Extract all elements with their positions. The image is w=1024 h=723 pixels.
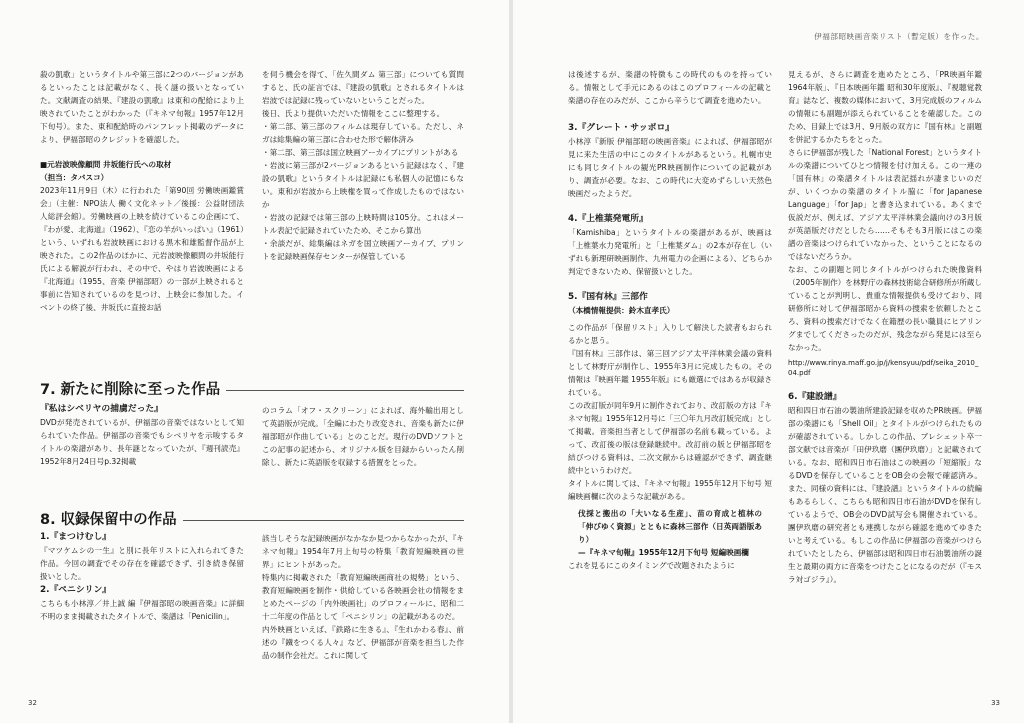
subheading: 3.『グレート・サッポロ』	[568, 123, 675, 133]
paragraph: 昭和四日市石油の製油所建設記録を収めたPR映画。伊福部の楽譜にも「Shell Oil」とタイトルがつけられたものが確認されている。しかしこの作品、ブレシェット卒一部文献では音楽が「田伊玖磨（團伊玖磨）」と記載されている。なお、昭和四日市石油はこの映画の「短縮版」なるDVDを保存していることをOB会の会報で確認済み。また、同様の資料には、『建設譜』というタイトルの続編もあるらしく、こちらも昭和四日市石油がDVDを保有しているようで、OB会のDVD試写会も開催されている。團伊玖磨の研究者とも連携しながら確認を進めてゆきたいと考えている。もしこの作品に伊福部の音楽がつけられていたとしたら、伊福部は昭和四日市石油製油所の誕生と最期の両方に音楽をつけたことになるのだが（『モスラ対ゴジラ』）。	[788, 406, 982, 584]
interview-heading: ■元岩波映像顧問 井坂能行氏への取材	[40, 160, 172, 169]
divider	[226, 390, 464, 391]
section-8-heading	[40, 508, 464, 529]
running-header: 伊福部昭映画音楽リスト（暫定版）を作った。	[814, 32, 984, 41]
paragraph: こちらも小林淳／井上誠 編『伊福部昭の映画音楽』に詳細不明のまま掲載されたタイトルで、楽譜は「Penicilin」。	[40, 599, 244, 621]
divider	[183, 520, 464, 521]
paragraph: を伺う機会を得て、「佐久間ダム 第三部」についても質問すると、氏の証言では、『建設の凱歌』とされるタイトルは岩波では記録に残っていないということだった。	[262, 70, 464, 105]
paragraph: この作品が「保留リスト」入りして解決した読者もおられるかと思う。	[568, 323, 772, 345]
sec8-subheading: 1.『まつけむし』	[40, 532, 112, 542]
paragraph: 『国有林』三部作は、第三回アジア太平洋林業会議の資料として林野庁が制作し、1955年3月に完成したもの。その情報は『映画年鑑 1955年版』にも厳選にではあるが収録されている。	[568, 349, 772, 397]
section-7-heading	[40, 378, 464, 399]
list-item: ・第二部、第三部は国立映画アーカイブにプリントがある	[262, 148, 459, 157]
interview-sub: （担当：タバスコ）	[40, 173, 109, 182]
left-col1	[40, 68, 244, 314]
paragraph: 「Kamishiba」というタイトルの楽譜があるが、映画は「上椎葉水力発電所」と「上椎葉ダム」の2本が存在し（いずれも新理研映画制作、九州電力の企画による）、どちらか判定できないため、保留扱いとした。	[568, 228, 772, 276]
section-7-title: 7. 新たに削除に至った作品	[40, 382, 221, 398]
paragraph: タイトルに関しては、『キネマ旬報』1955年12月下旬号 短編映画欄に次のような記載がある。	[568, 479, 772, 501]
paragraph: 内外映画といえば、『鉄路に生きる』、『生れかわる春』、前述の『鐵をつくる人々』など、伊福部が音楽を担当した作品の制作会社だ。これに関して	[262, 625, 464, 660]
paragraph: 小林淳『新版 伊福部昭の映画音楽』によれば、伊福部昭が見に来た生活の中にこのタイトルがあるという。札幌市史にも同じタイトルの観光PR映画制作についての記載があり、調査が必要。なお、この時代に大変めずらしい天然色映画だったようだ。	[568, 137, 772, 198]
subheading-credit: （本橋情報提供：鈴木直孝氏）	[568, 306, 675, 315]
left-page	[0, 0, 509, 723]
sec8-col1	[40, 530, 244, 623]
right-page	[513, 0, 1024, 723]
sec8-col2	[262, 532, 464, 662]
sec7-col2	[262, 404, 464, 469]
list-item: ・余談だが、総集編はネガを国立映画アーカイブ、プリントを記録映画保存センターが保管している	[262, 239, 464, 261]
subheading: 5.『国有林』三部作	[568, 292, 648, 302]
list-item: ・岩波の記録では第三部の上映時間は105分。これはメートル表記で記録されていたため、そこから算出	[262, 213, 464, 235]
sec7-col1	[40, 402, 244, 468]
reference-url: http://www.rinya.maff.go.jp/j/kensyuu/pdf/seika_2010_04.pdf	[788, 359, 979, 377]
sec7-subheading: 『私はシベリヤの捕虜だった』	[40, 404, 163, 414]
paragraph: 該当しそうな記録映画がなかなか見つからなかったが、『キネマ旬報』1954年7月上旬号の特集「教育短編映画の世界」にヒントがあった。	[262, 534, 464, 569]
paragraph: のコラム「オフ・スクリーン」によれば、海外輸出用として英語版が完成。「全編にわたり改変され、音楽も新たに伊福部昭が作曲している」とのことだ。現行のDVDソフトとこの記事の記述から、オリジナル版を目録からいったん削除し、新たに英語版を収録する措置をとった。	[262, 406, 464, 467]
paragraph: 殺の凱歌」というタイトルや第三部に2つのバージョンがあるといったことは記載がなく、長く謎の扱いとなっていた。文献調査の結果、『建設の凱歌』は東和の配給により上映されていたことがわかった（『キネマ旬報』1957年12月下旬号）。また、東和配給時のパンフレット掲載のデータにより、伊福部昭のクレジットを確認した。	[40, 70, 244, 144]
subheading: 6.『建設譜』	[788, 392, 842, 402]
paragraph: は後述するが、楽譜の特徴もこの時代のものを持っている。情報として手元にあるのはこのプロフィールの記載と楽譜の存在のみだが、ここから辛うじて調査を進めたい。	[568, 70, 772, 105]
right-col2	[788, 68, 982, 586]
paragraph: なお、この副題と同じタイトルがつけられた映像資料（2005年制作）を林野庁の森林技術総合研修所が所蔵していることが判明し、貴重な情報提供も受けており、同研修所に対して伊福部昭から資料の捜索を依頼したところ、資料の捜索だけでなく在籍歴の長い職員にヒアリングまでしてくださったのだが、残念ながら発見には至らなかった。	[788, 265, 982, 352]
paragraph: この改訂版が同年9月に制作されており、改訂版の方は『キネマ旬報』1955年12月号に「三〇年九月改訂版完成」として掲載。音楽担当者として伊福部の名前も載っている。よって、改訂後の版は登録継続中。改訂前の版と伊福部昭を結びつける資料は、二次文献からは確認ができず、調査継続中というわけだ。	[568, 401, 772, 475]
paragraph: DVDが発売されているが、伊福部の音楽ではないとして知られていた作品。伊福部の音楽でもシベリヤを示唆するタイトルの楽譜があり、長年謎となっていたが、『週刊読売』1952年8月24日号p.32掲載	[40, 418, 244, 466]
paragraph: 『マツケムシの一生』と別に長年リストに入れられてきた作品。今回の調査でその存在を確認できず、引き続き保留扱いとした。	[40, 546, 244, 581]
subheading: 4.『上椎葉発電所』	[568, 214, 648, 224]
page-number-right: 33	[991, 699, 1000, 707]
right-col1	[568, 68, 772, 572]
list-item: ・岩波に第三部が2バージョンあるという記録はなく、『建設の凱歌』というタイトルは記録にも私個人の記憶にもない。東和が岩波から上映権を買って作成したものではないか	[262, 161, 464, 209]
paragraph: これを見るにこのタイミングで改題されたように	[568, 561, 735, 570]
paragraph: 見えるが、さらに調査を進めたところ、「PR映画年鑑 1964年版」、『日本映画年鑑 昭和30年度版』、『視聴覚教育』誌など、複数の媒体において、3月完成版のフィルムの情報にも副題が添えられていることを確認した。このため、目録上では3月、9月版の双方に『国有林』と副題を併記するかたちをとった。	[788, 70, 982, 144]
left-col2	[262, 68, 464, 263]
page-number-left: 32	[28, 699, 37, 707]
paragraph: 特集内に掲載された「教育短編映画商社の規勢」という、教育短編映画を制作・供給している各映画会社の情報をまとめたページの「内外映画社」のプロフィールに、昭和二十二年度の作品として「ペニシリン」の記載があるのだ。	[262, 573, 464, 621]
list-item: ・第二部、第三部のフィルムは現存している。ただし、ネガは総集編の第三部に合わせた形で解体済み	[262, 122, 464, 144]
sec8-subheading: 2.『ペニシリン』	[40, 585, 112, 595]
paragraph: 後日、氏より提供いただいた情報をここに整理する。	[262, 109, 445, 118]
section-8-title: 8. 収録保留中の作品	[40, 512, 177, 528]
quote: 伐採と搬出の「大いなる生産」、苗の育成と植林の「伸びゆく資源」とともに森林三部作（日英両語版あり）	[578, 509, 762, 544]
paragraph: さらに伊福部が残した「National Forest」というタイトルの楽譜についてひとつ情報を付け加える。この一連の「国有林」の楽譜タイトルは表記揺れが凄まじいのだが、いくつかの楽譜のタイトル脇に「for Japanese Language」「for Jap」と書き込まれている。あくまで仮説だが、例えば、アジア太平洋林業会議向けの3月版が英語版だけだとしたら……そもそも3月版にはこの楽譜の音楽はつけられていなかった、ということになるのではないだろうか。	[788, 148, 982, 261]
quote-source: —『キネマ旬報』1955年12月下旬号 短編映画欄	[578, 548, 749, 557]
paragraph: 2023年11月9日（木）に行われた「第90回 労働映画鑑賞会」（主催：NPO法人 働く文化ネット／後援：公益財団法人総評会館）。労働映画の上映を続けているこの企画にて、『わが愛、北海道』（1962）、『恋の羊がいっぱい』（1961）という、いずれも岩波映画における黒木和雄監督作品が上映された。この2作品のほかに、元岩波映像顧問の井坂能行氏による解説が行われ、その中で、やはり岩波映画による『北海道』（1955、音楽 伊福部昭）の一部が上映されると事前に告知されているのを見つけ、上映会に参加した。イベントの終了後、井坂氏に直接お話	[40, 186, 244, 312]
